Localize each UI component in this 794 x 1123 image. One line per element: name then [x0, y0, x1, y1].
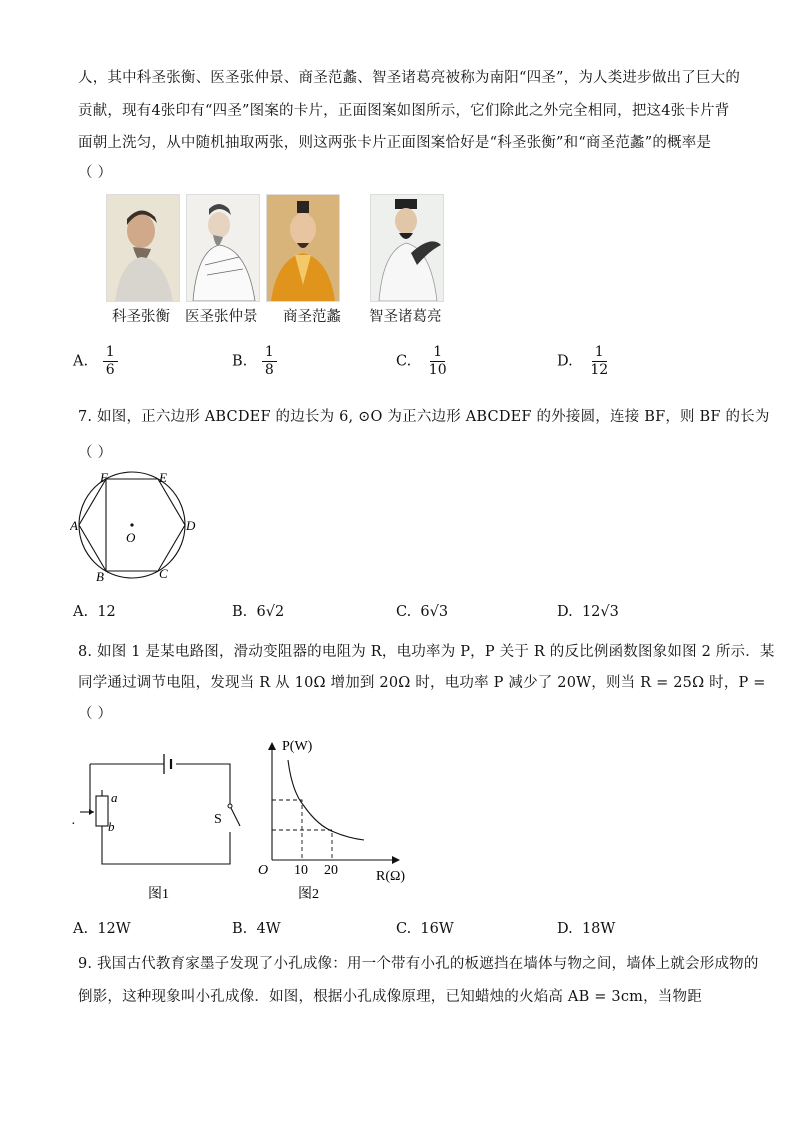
option-value: 12√3	[581, 604, 619, 620]
option-label: A.	[73, 921, 89, 937]
label-a: a	[111, 790, 118, 805]
fraction: $\frac{1}{12}$	[590, 344, 609, 378]
option-label: D.	[557, 353, 573, 370]
q7-option-d[interactable]	[557, 604, 619, 620]
option-label: A.	[73, 353, 89, 370]
q6-text-line-1: 人，其中科圣张衡、医圣张仲景、商圣范蠡、智圣诸葛亮被称为南阳“四圣”，为人类进步做出了巨大的	[78, 70, 741, 86]
label-d: D	[186, 518, 196, 533]
label-b: B	[96, 569, 104, 584]
tick-20: 20	[324, 863, 338, 878]
q6-option-b[interactable]	[232, 344, 277, 379]
q6-option-d[interactable]	[557, 344, 611, 379]
q7-option-b[interactable]	[232, 604, 284, 620]
option-value: 12W	[97, 921, 131, 937]
option-label: C.	[396, 921, 412, 937]
x-axis-label: R(Ω)	[376, 869, 406, 884]
option-value: 16W	[420, 921, 454, 937]
inverse-curve	[288, 760, 364, 840]
option-label: C.	[396, 353, 412, 370]
q7-option-c[interactable]	[396, 604, 448, 620]
dashed-guides	[272, 800, 332, 860]
q7-text-line-1: 7. 如图，正六边形 ABCDEF 的边长为 6, ⊙O 为正六边形 ABCDEF 的外接圆，连接 BF，则 BF 的长为	[78, 409, 770, 425]
origin-label: O	[258, 863, 269, 878]
portrait-zhang-zhongjing-image	[186, 194, 260, 302]
portrait-zhang-heng-image	[106, 194, 180, 302]
y-axis-label: P(W)	[282, 739, 313, 754]
option-label: D.	[557, 604, 573, 620]
y-axis-arrow	[268, 742, 276, 750]
label-e: E	[159, 470, 167, 485]
q9-text-line-2: 倒影，这种现象叫小孔成像．如图，根据小孔成像原理，已知蜡烛的火焰高 AB = 3cm，当物距	[78, 989, 702, 1005]
q8-option-a[interactable]	[73, 921, 131, 937]
q7-option-a[interactable]	[73, 604, 116, 620]
slider-arrow	[89, 809, 94, 815]
switch-lever	[230, 806, 240, 826]
q8-option-d[interactable]	[557, 921, 615, 937]
option-value: 12	[97, 604, 116, 620]
portrait-fan-li-image	[266, 194, 340, 302]
switch-pivot	[228, 804, 232, 808]
label-f: F	[100, 470, 108, 485]
label-b: b	[108, 819, 115, 834]
tick-10: 10	[294, 863, 308, 878]
caption-fan-li: 商圣范蠡	[283, 309, 341, 325]
fraction: $\frac{1}{6}$	[103, 344, 118, 379]
portrait-zhuge-liang-image	[370, 194, 444, 302]
inverse-function-graph	[248, 734, 418, 904]
x-axis-arrow	[392, 856, 400, 864]
q8-option-b[interactable]	[232, 921, 281, 937]
rheostat-body	[96, 796, 108, 826]
label-c: C	[159, 566, 168, 581]
q6-option-c[interactable]	[396, 344, 450, 379]
option-label: C.	[396, 604, 412, 620]
label-o: O	[126, 530, 136, 545]
option-value: 18W	[581, 921, 616, 937]
option-label: B.	[232, 604, 248, 620]
q6-answer-bracket: （ ）	[78, 165, 113, 181]
center-point	[130, 523, 133, 526]
figure-2-caption: 图2	[298, 887, 319, 902]
caption-zhang-zhongjing: 医圣张仲景	[185, 309, 258, 325]
q9-text-line-1: 9. 我国古代教育家墨子发现了小孔成像：用一个带有小孔的板遮挡在墙体与物之间，墙体上就会形成物的	[78, 956, 759, 972]
option-label: A.	[73, 604, 89, 620]
option-value: 4W	[256, 921, 281, 937]
fraction: $\frac{1}{8}$	[262, 344, 277, 379]
option-value: 6√3	[420, 604, 449, 620]
q8-text-line-1: 8. 如图 1 是某电路图，滑动变阻器的电阻为 R，电功率为 P，P 关于 R 的反比例函数图象如图 2 所示．某	[78, 644, 775, 660]
option-label: B.	[232, 353, 248, 370]
hexagon-diagram	[70, 468, 200, 584]
stray-dot: ·	[71, 817, 76, 832]
q7-answer-bracket: （ ）	[78, 445, 113, 461]
q8-answer-bracket: （ ）	[78, 706, 113, 722]
option-value: 6√2	[256, 604, 285, 620]
q6-text-line-2: 贡献，现有4张印有“四圣”图案的卡片，正面图案如图所示，它们除此之外完全相同，把这4张卡片背	[78, 103, 730, 119]
caption-zhuge-liang: 智圣诸葛亮	[369, 309, 442, 325]
fraction: $\frac{1}{10}$	[428, 344, 447, 378]
caption-zhang-heng: 科圣张衡	[112, 309, 170, 325]
circuit-diagram	[68, 750, 248, 900]
label-s: S	[214, 812, 222, 827]
option-label: D.	[557, 921, 573, 937]
q8-text-line-2: 同学通过调节电阻，发现当 R 从 10Ω 增加到 20Ω 时，电功率 P 减少了 20W，则当 R = 25Ω 时，P =	[78, 675, 766, 691]
q8-option-c[interactable]	[396, 921, 454, 937]
q6-text-line-3: 面朝上洗匀，从中随机抽取两张，则这两张卡片正面图案恰好是“科圣张衡”和“商圣范蠡”的概率是	[78, 135, 712, 151]
option-label: B.	[232, 921, 248, 937]
q6-option-a[interactable]	[73, 344, 118, 379]
label-a: A	[70, 518, 78, 533]
figure-1-caption: 图1	[148, 887, 169, 900]
